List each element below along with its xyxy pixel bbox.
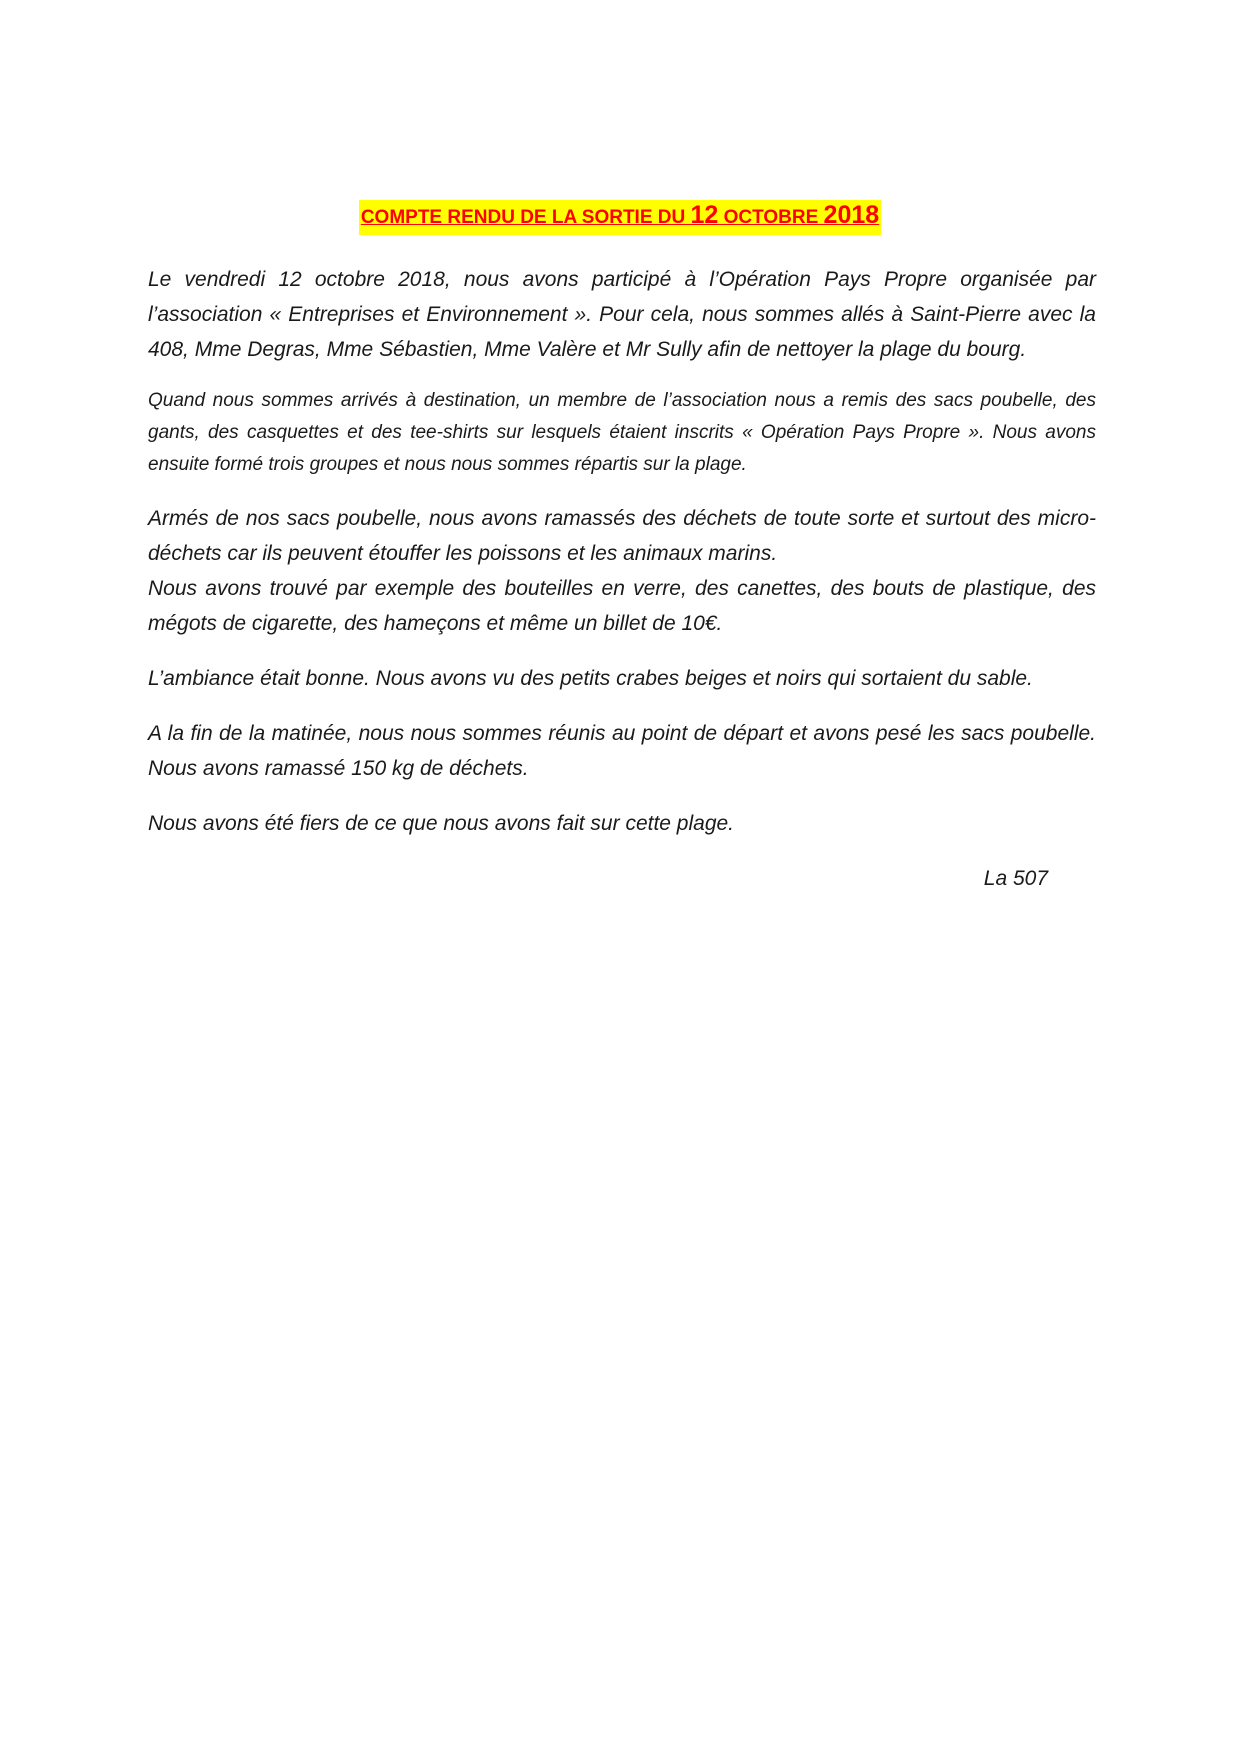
title-month: OCTOBRE (718, 207, 824, 228)
title-container (0, 200, 1240, 235)
signature: La 507 (983, 867, 1048, 890)
paragraph-findings: Nous avons trouvé par exemple des bouteilles en verre, des canettes, des bouts de plastique, des mégots de cigarette, des hameçons et même un billet de 10€. (148, 577, 1096, 635)
paragraph-ambiance: L’ambiance était bonne. Nous avons vu des petits crabes beiges et noirs qui sortaient du sable. (148, 667, 1033, 690)
paragraph-conclusion: Nous avons été fiers de ce que nous avons fait sur cette plage. (148, 812, 735, 835)
paragraph-weighing: A la fin de la matinée, nous nous sommes réunis au point de départ et avons pesé les sacs poubelle. Nous avons ramassé 150 kg de déchets. (148, 722, 1096, 780)
document-body (148, 262, 1096, 896)
title-day: 12 (690, 201, 719, 229)
title-year: 2018 (823, 201, 880, 229)
paragraph-collection: Armés de nos sacs poubelle, nous avons ramassés des déchets de toute sorte et surtout des micro-déchets car ils peuvent étouffer les poissons et les animaux marins. (148, 507, 1096, 565)
paragraph-intro: Le vendredi 12 octobre 2018, nous avons participé à l’Opération Pays Propre organisée par l’association « Entreprises et Environnement ». Pour cela, nous sommes allés à Saint-Pierre avec la 408, Mme Degras, Mme Sébastien, Mme Valère et Mr Sully afin de nettoyer la plage du bourg. (148, 268, 1096, 361)
document-title (359, 200, 881, 235)
paragraph-arrival: Quand nous sommes arrivés à destination, un membre de l’association nous a remis des sacs poubelle, des gants, des casquettes et des tee-shirts sur lesquels étaient inscrits « Opération Pays Propre ». Nous avons ensuite formé trois groupes et nous nous sommes répartis sur la plage. (148, 390, 1096, 475)
title-part1: COMPTE RENDU DE LA SORTIE DU (360, 207, 691, 228)
